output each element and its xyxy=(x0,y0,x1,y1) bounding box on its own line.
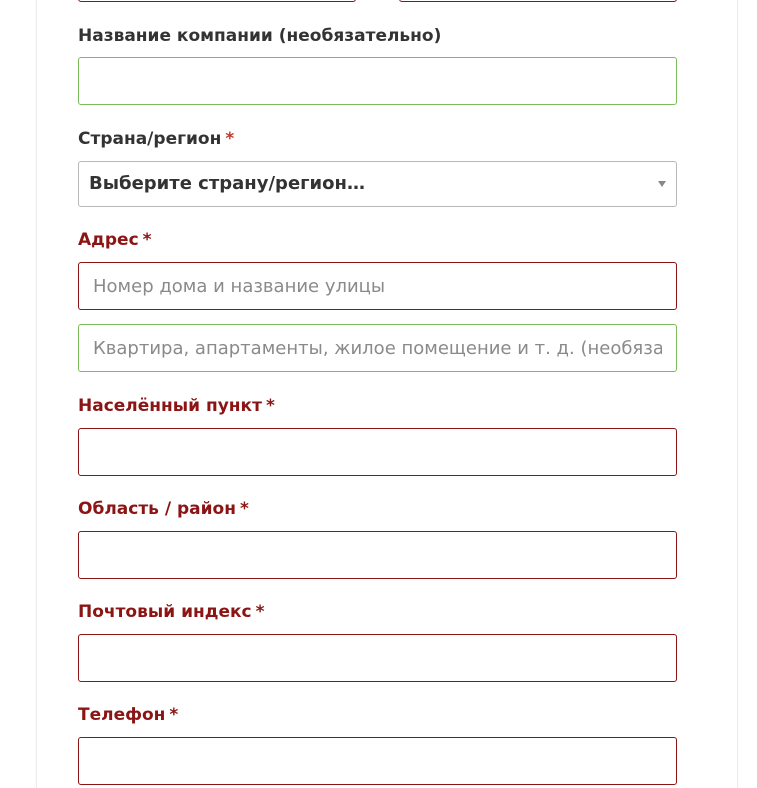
required-mark: * xyxy=(142,230,152,250)
required-mark: * xyxy=(265,396,275,416)
country-label-text: Страна/регион xyxy=(78,129,222,149)
phone-input[interactable] xyxy=(78,737,677,785)
street-address-input[interactable] xyxy=(78,262,677,310)
postcode-label xyxy=(78,601,265,623)
country-select[interactable] xyxy=(78,161,677,207)
region-input[interactable] xyxy=(78,531,677,579)
company-label-text: Название компании (необязательно) xyxy=(78,26,442,46)
required-mark: * xyxy=(225,129,235,149)
company-input[interactable] xyxy=(78,57,677,105)
last-name-field[interactable] xyxy=(399,0,677,2)
region-label-text: Область / район xyxy=(78,499,236,519)
region-label xyxy=(78,498,249,520)
postcode-label-text: Почтовый индекс xyxy=(78,602,252,622)
chevron-down-icon xyxy=(658,181,666,187)
city-label xyxy=(78,395,275,417)
country-select-value: Выберите страну/регион… xyxy=(89,173,365,194)
postcode-input[interactable] xyxy=(78,634,677,682)
city-label-text: Населённый пункт xyxy=(78,396,262,416)
country-label xyxy=(78,128,234,150)
phone-label-text: Телефон xyxy=(78,705,166,725)
first-name-field[interactable] xyxy=(78,0,356,2)
required-mark: * xyxy=(239,499,249,519)
apartment-input[interactable] xyxy=(78,324,677,372)
company-label xyxy=(78,25,441,47)
city-input[interactable] xyxy=(78,428,677,476)
required-mark: * xyxy=(255,602,265,622)
required-mark: * xyxy=(169,705,179,725)
address-label xyxy=(78,229,152,251)
phone-label xyxy=(78,704,178,726)
address-label-text: Адрес xyxy=(78,230,139,250)
